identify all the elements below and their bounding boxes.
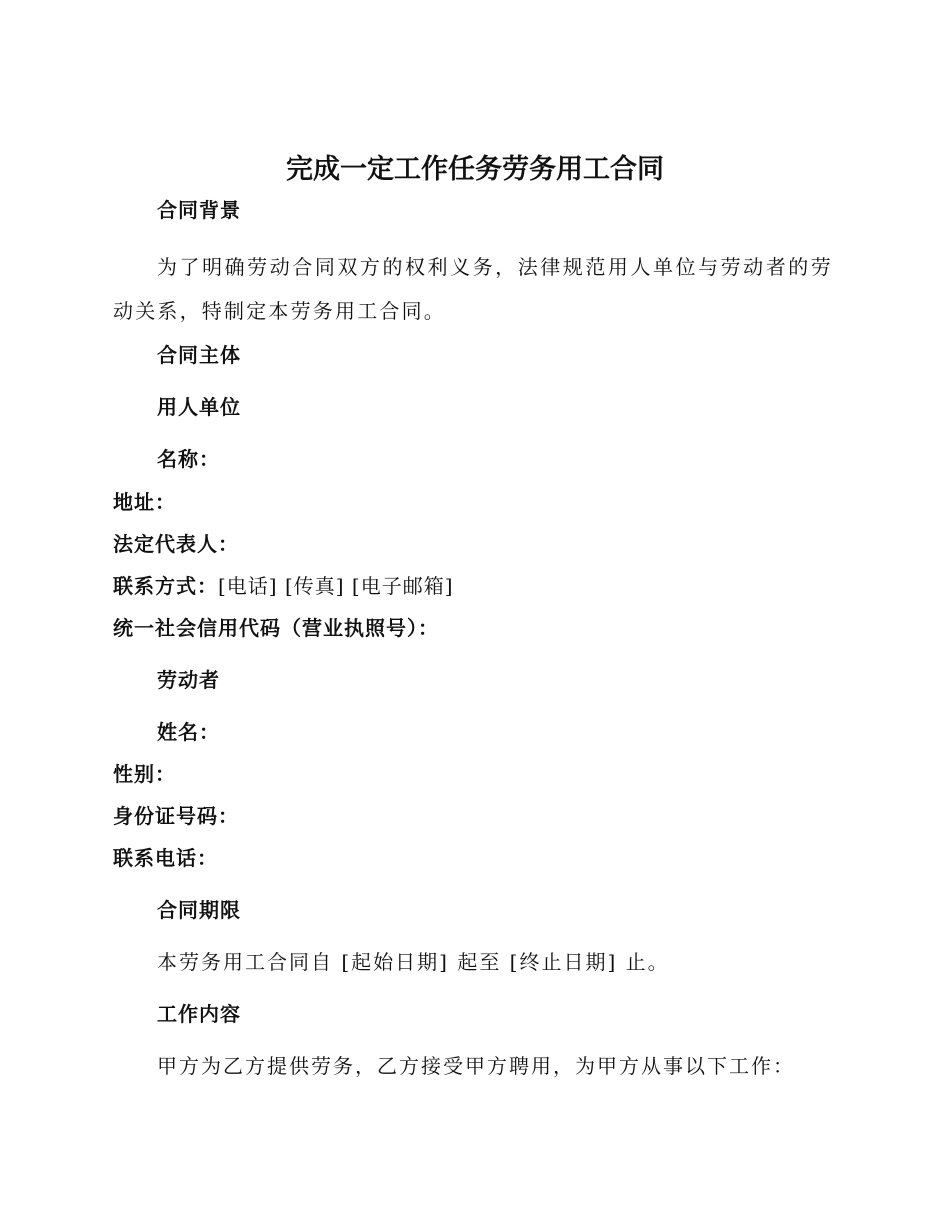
employer-name-label: 名称： bbox=[157, 447, 220, 471]
section-heading-term: 合同期限 bbox=[157, 898, 241, 922]
subheading-worker: 劳动者 bbox=[157, 668, 220, 692]
worker-name-label: 姓名： bbox=[157, 720, 220, 744]
employer-contact-row bbox=[113, 571, 454, 601]
employer-legal-rep-label: 法定代表人： bbox=[113, 532, 239, 556]
employer-contact-value: [电话] [传真] [电子邮箱] bbox=[218, 574, 454, 598]
term-paragraph: 本劳务用工合同自 [起始日期] 起至 [终止日期] 止。 bbox=[157, 950, 670, 974]
background-paragraph: 为了明确劳动合同双方的权利义务，法律规范用人单位与劳动者的劳动关系，特制定本劳务用工合同。 bbox=[113, 255, 833, 323]
employer-credit-code-label: 统一社会信用代码（营业执照号）： bbox=[113, 616, 439, 640]
work-paragraph: 甲方为乙方提供劳务，乙方接受甲方聘用，为甲方从事以下工作： bbox=[157, 1054, 795, 1078]
subheading-employer: 用人单位 bbox=[157, 395, 241, 419]
employer-address-label: 地址： bbox=[113, 490, 176, 514]
employer-contact-label: 联系方式： bbox=[113, 574, 218, 598]
section-heading-background: 合同背景 bbox=[157, 198, 241, 222]
section-heading-work: 工作内容 bbox=[157, 1002, 241, 1026]
section-heading-parties: 合同主体 bbox=[157, 343, 241, 367]
worker-phone-label: 联系电话： bbox=[113, 846, 218, 870]
document-title: 完成一定工作任务劳务用工合同 bbox=[286, 154, 664, 185]
worker-id-label: 身份证号码： bbox=[113, 804, 239, 828]
worker-gender-label: 性别： bbox=[113, 762, 176, 786]
